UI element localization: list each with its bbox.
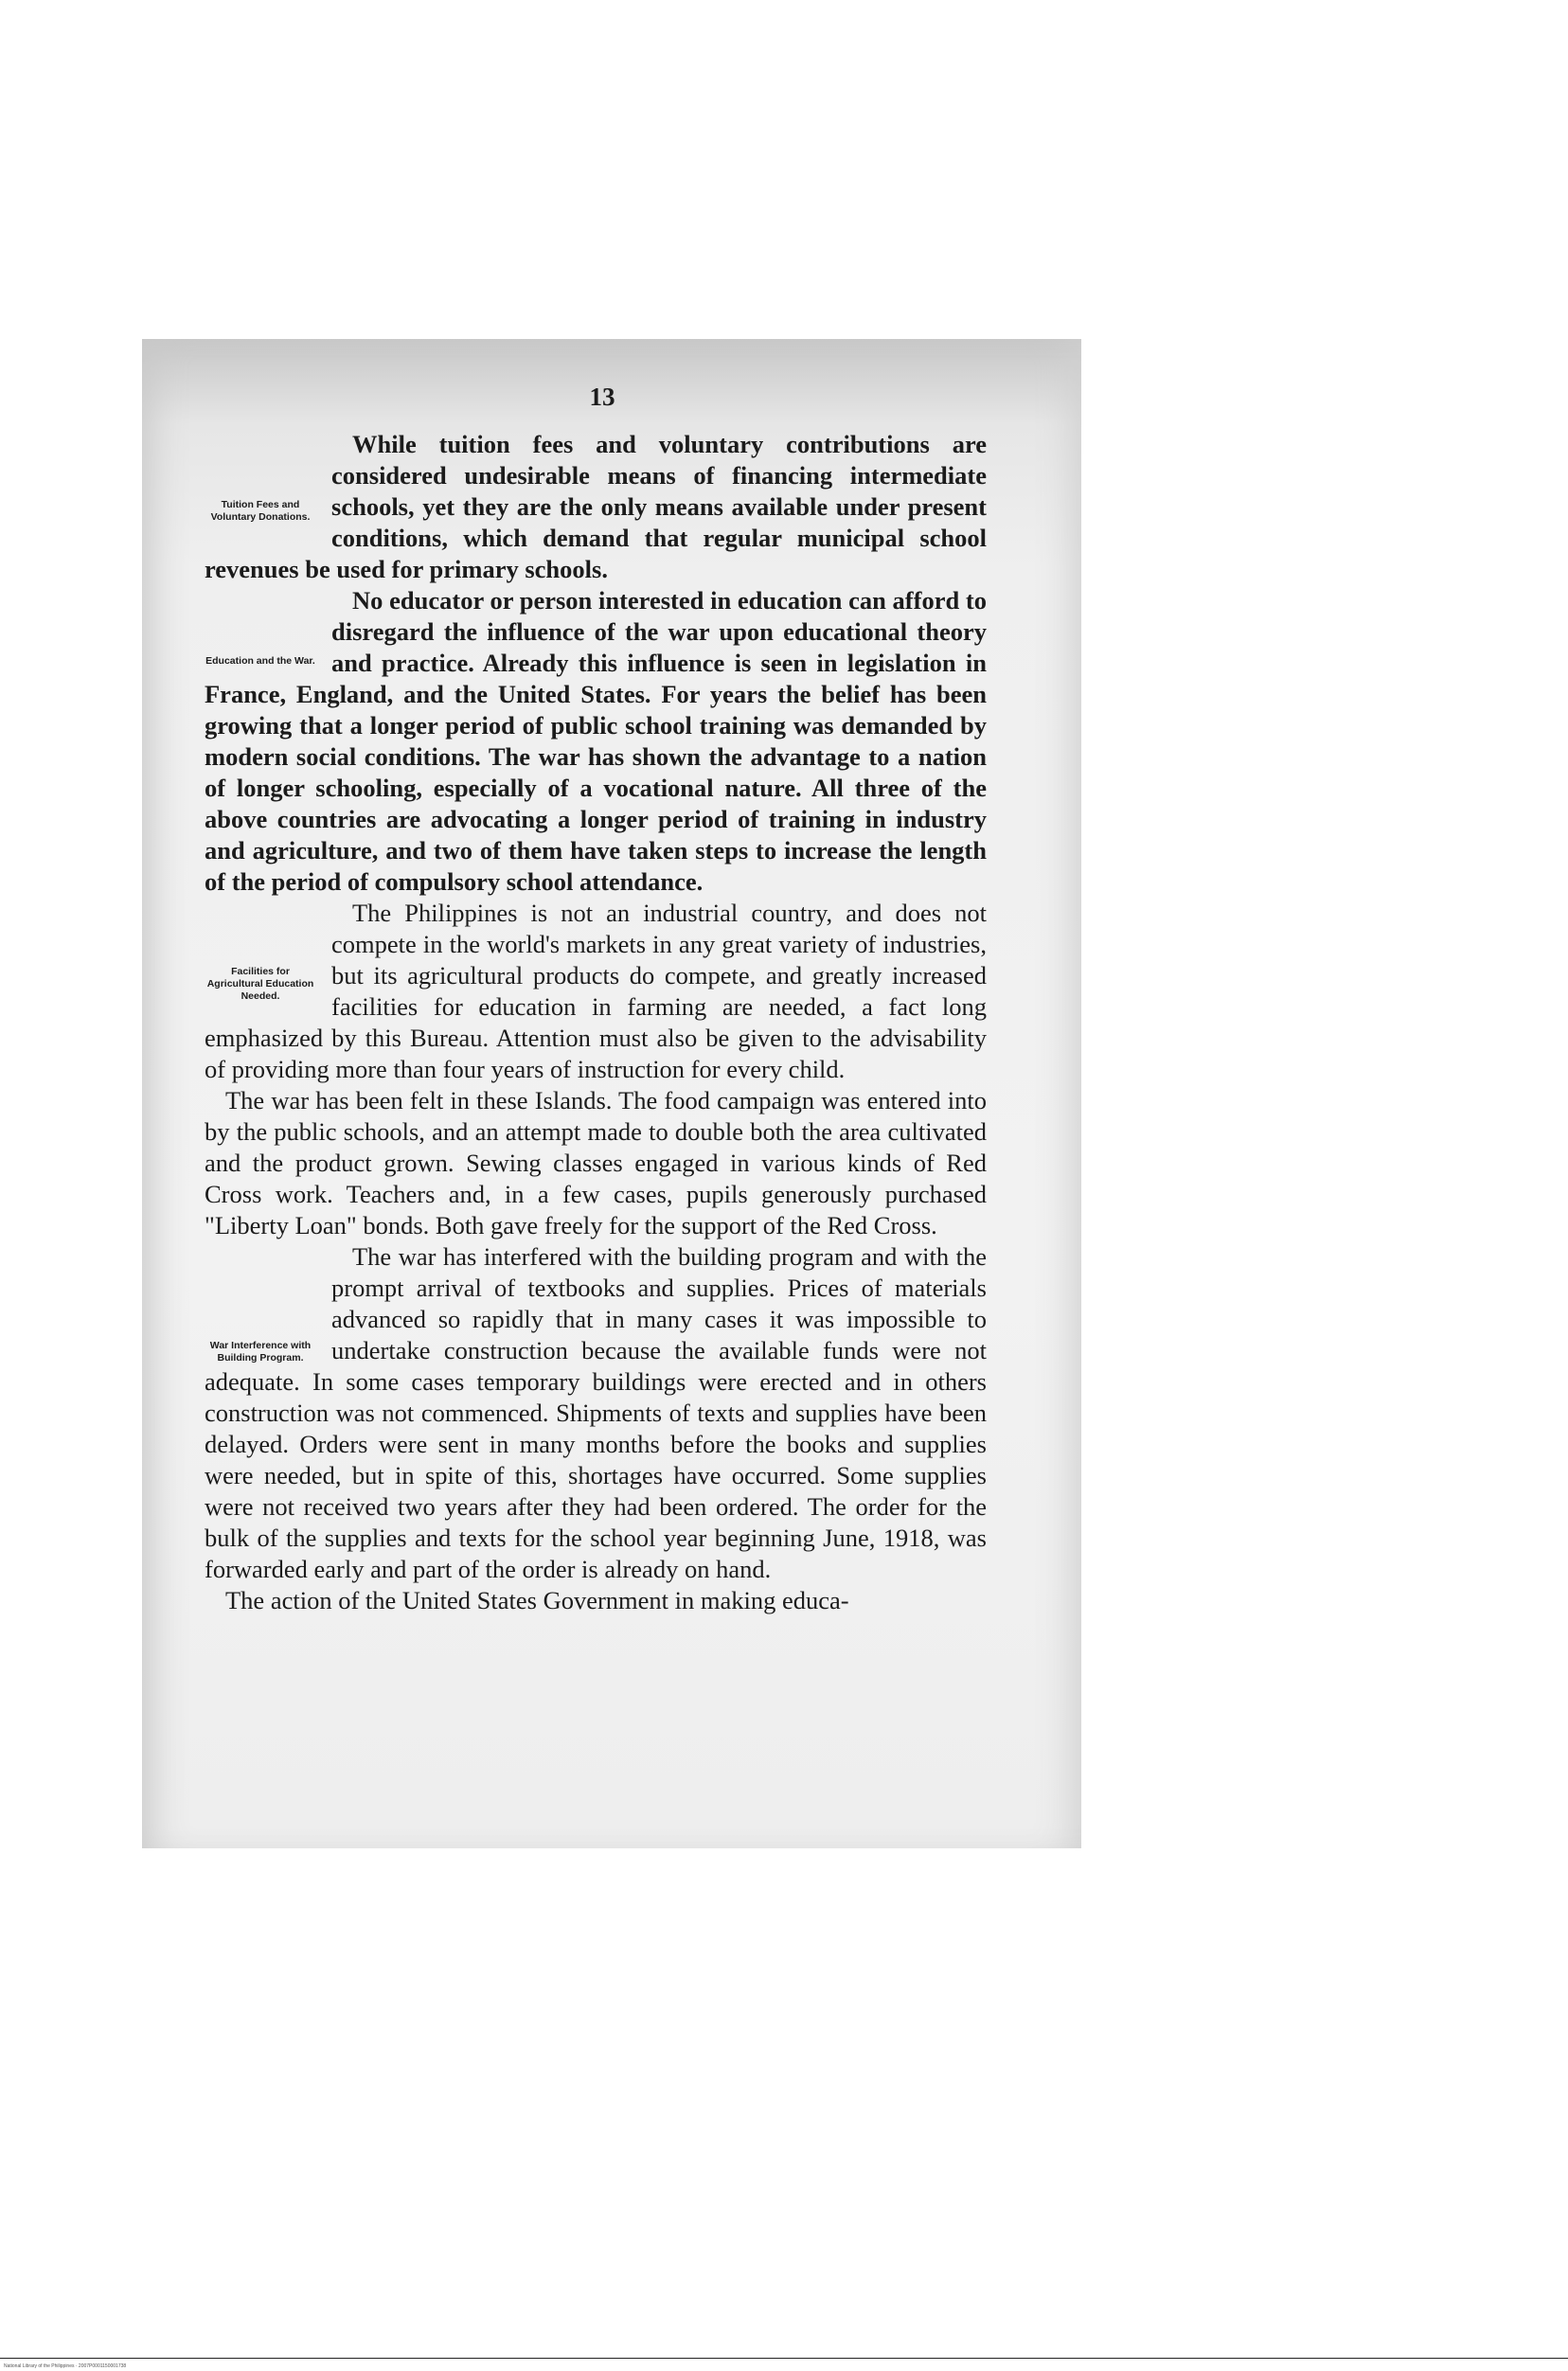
- side-note-building: War Interference with Building Program.: [209, 1340, 312, 1364]
- paragraph-continuation: The action of the United States Government in making educa-: [225, 1586, 849, 1614]
- side-note-agriculture: Facilities for Agricultural Education Needed.: [206, 966, 314, 1002]
- side-note-education-war: Education and the War.: [205, 655, 315, 667]
- paragraph-red-cross: The war has been felt in these Islands. The food campaign was entered into by the public schools, and an attempt made to double both the area cultivated and the product grown. Sewing classes engaged in various kinds of Red Cross work. Teachers and, in a few cases, pupils generously purchased "Liberty Loan" bonds. Both gave freely for the support of the Red Cross.: [205, 1086, 987, 1239]
- footer-library-tag: National Library of the Philippines · 2007P0001150001738: [4, 2363, 127, 2369]
- page-number: 13: [589, 383, 615, 411]
- footer-rule: [0, 2358, 1568, 2359]
- side-note-tuition: Tuition Fees and Voluntary Donations.: [210, 499, 311, 523]
- paragraph-tuition: Tuition Fees and Voluntary Donations. While tuition fees and voluntary contributions are considered undesirable means of financing intermediate schools, yet they are the only means available under present conditions, which demand that regular municipal school revenues be used for primary schools.: [205, 430, 987, 583]
- paragraph-building-program: War Interference with Building Program. The war has interfered with the building program and with the prompt arrival of textbooks and supplies. Prices of materials advanced so rapidly that in many cases it was impossible to undertake construction because the available funds were not adequate. In some cases temporary buildings were erected and in others construction was not commenced. Shipments of texts and supplies have been delayed. Orders were sent in many months before the books and supplies were needed, but in spite of this, shortages have occurred. Some supplies were not received two years after they had been ordered. The order for the bulk of the supplies and texts for the school year beginning June, 1918, was forwarded early and part of the order is already on hand.: [205, 1242, 987, 1583]
- page-content: [205, 383, 987, 1616]
- paragraph-war-education: Education and the War. No educator or person interested in education can afford to disregard the influence of the war upon educational theory and practice. Already this influence is seen in legislation in France, England, and the United States. For years the belief has been growing that a longer period of public school training was demanded by modern social conditions. The war has shown the advantage to a nation of longer schooling, especially of a vocational nature. All three of the above countries are advocating a longer period of training in industry and agriculture, and two of them have taken steps to increase the length of the period of compulsory school attendance.: [205, 586, 987, 896]
- paragraph-agriculture: Facilities for Agricultural Education Needed. The Philippines is not an industrial country, and does not compete in the world's markets in any great variety of industries, but its agricultural products do compete, and greatly increased facilities for education in farming are needed, a fact long emphasized by this Bureau. Attention must also be given to the advisability of providing more than four years of instruction for every child.: [205, 899, 987, 1083]
